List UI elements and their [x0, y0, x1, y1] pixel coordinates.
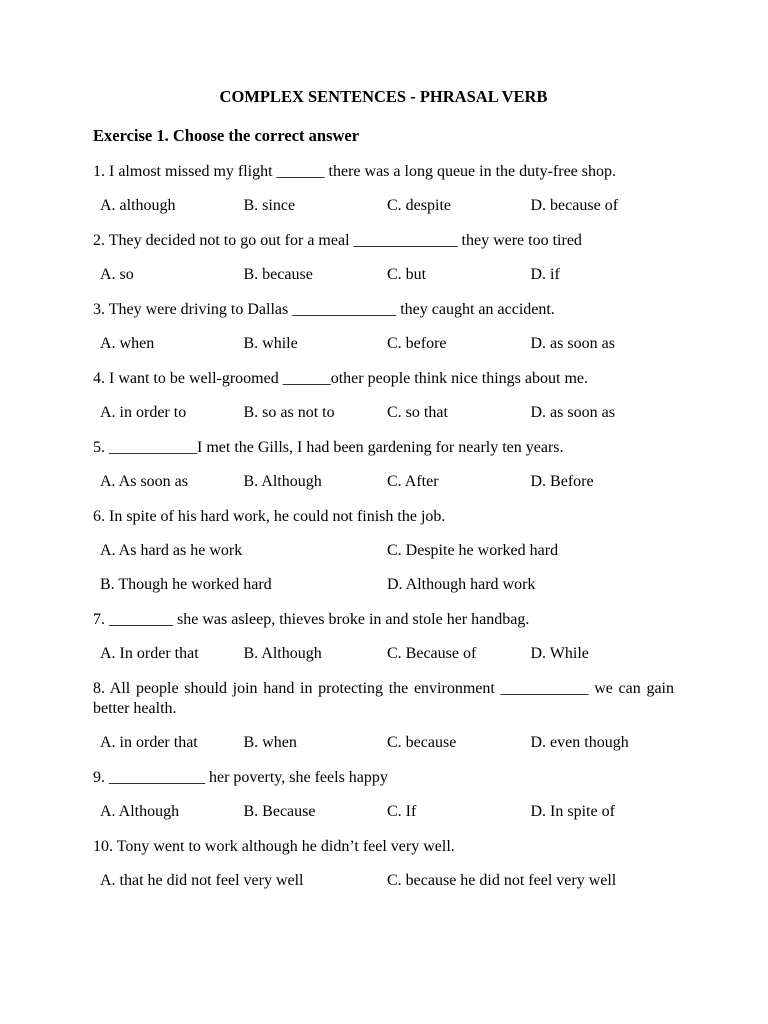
option-3c: C. before — [387, 335, 447, 352]
exercise-heading: Exercise 1. Choose the correct answer — [93, 126, 360, 145]
question-9: 9. ____________ her poverty, she feels happy — [93, 769, 388, 786]
option-3b: B. while — [243, 335, 298, 352]
option-8b: B. when — [243, 734, 297, 751]
option-2a: A. so — [100, 266, 134, 283]
question-8: 8. All people should join hand in protecting the environment ___________ we can gain better health. — [93, 680, 674, 717]
option-6a: A. As hard as he work — [100, 542, 243, 559]
option-2c: C. but — [387, 266, 427, 283]
option-1a: A. although — [100, 197, 176, 214]
question-7: 7. ________ she was asleep, thieves broke in and stole her handbag. — [93, 611, 530, 628]
question-5: 5. ___________I met the Gills, I had been gardening for nearly ten years. — [93, 439, 564, 456]
document-title: COMPLEX SENTENCES - PHRASAL VERB — [219, 87, 548, 106]
option-5a: A. As soon as — [100, 473, 189, 490]
option-9b: B. Because — [243, 803, 316, 820]
option-8a: A. in order that — [100, 734, 198, 751]
question-6: 6. In spite of his hard work, he could not finish the job. — [93, 508, 446, 525]
option-9a: A. Although — [100, 803, 180, 820]
option-7a: A. In order that — [100, 645, 199, 662]
option-3a: A. when — [100, 335, 155, 352]
option-1d: D. because of — [530, 197, 619, 214]
options-6-row-1 — [93, 541, 674, 561]
options-5 — [93, 472, 674, 492]
document-page — [93, 86, 674, 891]
option-10a: A. that he did not feel very well — [100, 872, 304, 889]
option-1b: B. since — [243, 197, 296, 214]
option-5b: B. Although — [243, 473, 322, 490]
option-4d: D. as soon as — [530, 404, 615, 421]
option-7c: C. Because of — [387, 645, 477, 662]
option-7b: B. Although — [243, 645, 322, 662]
question-10: 10. Tony went to work although he didn’t feel very well. — [93, 838, 455, 855]
option-5d: D. Before — [530, 473, 594, 490]
options-8 — [93, 733, 674, 753]
option-9d: D. In spite of — [530, 803, 615, 820]
option-2d: D. if — [530, 266, 560, 283]
question-1: 1. I almost missed my flight ______ there was a long queue in the duty-free shop. — [93, 163, 617, 180]
option-3d: D. as soon as — [530, 335, 615, 352]
option-2b: B. because — [243, 266, 313, 283]
options-4 — [93, 403, 674, 423]
option-8d: D. even though — [530, 734, 629, 751]
option-4b: B. so as not to — [243, 404, 335, 421]
question-4: 4. I want to be well-groomed ______other people think nice things about me. — [93, 370, 588, 387]
question-2: 2. They decided not to go out for a meal _____________ they were too tired — [93, 232, 582, 249]
options-1 — [93, 196, 674, 216]
option-4a: A. in order to — [100, 404, 187, 421]
option-6c: C. Despite he worked hard — [387, 542, 559, 559]
option-10c: C. because he did not feel very well — [387, 872, 617, 889]
option-5c: C. After — [387, 473, 439, 490]
options-6-row-2 — [93, 575, 674, 595]
option-9c: C. If — [387, 803, 417, 820]
option-6b: B. Though he worked hard — [100, 576, 272, 593]
option-7d: D. While — [530, 645, 589, 662]
options-3 — [93, 334, 674, 354]
question-3: 3. They were driving to Dallas _____________ they caught an accident. — [93, 301, 555, 318]
options-2 — [93, 265, 674, 285]
option-4c: C. so that — [387, 404, 448, 421]
option-8c: C. because — [387, 734, 457, 751]
options-9 — [93, 802, 674, 822]
options-7 — [93, 644, 674, 664]
option-1c: C. despite — [387, 197, 451, 214]
option-6d: D. Although hard work — [387, 576, 536, 593]
options-10 — [93, 871, 674, 891]
